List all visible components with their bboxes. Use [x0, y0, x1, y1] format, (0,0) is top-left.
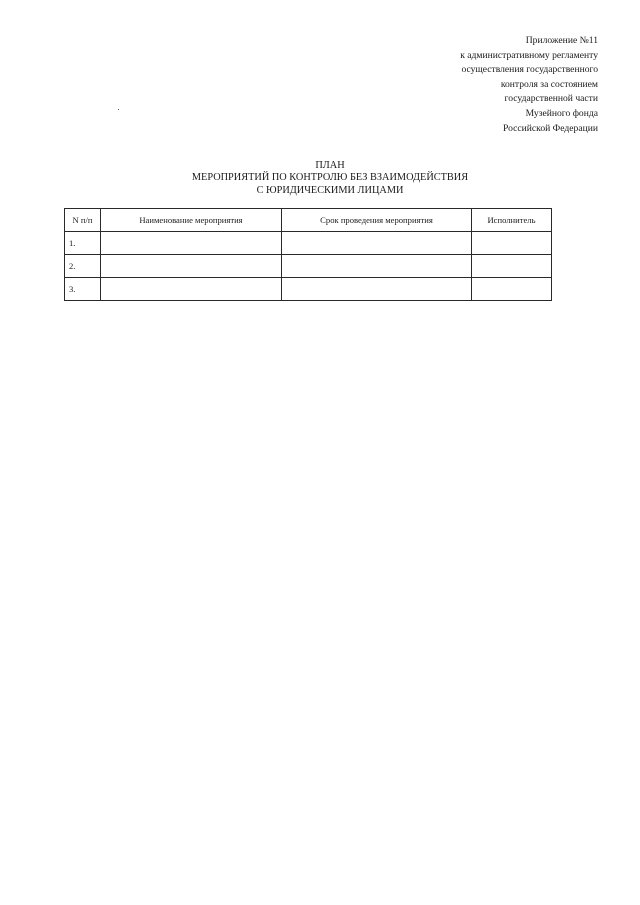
title-line-plan: ПЛАН [315, 160, 345, 171]
header-executor: Исполнитель [472, 209, 552, 232]
table-row [65, 278, 552, 301]
cell-executor [472, 255, 552, 278]
appendix-line: государственной части [504, 93, 598, 105]
cell-deadline [282, 278, 472, 301]
appendix-line: контроля за состоянием [500, 78, 598, 90]
cell-deadline [282, 255, 472, 278]
cell-activity-name [101, 232, 282, 255]
title-line-entities: С ЮРИДИЧЕСКИМИ ЛИЦАМИ [256, 184, 404, 196]
title-line-subject: МЕРОПРИЯТИЙ ПО КОНТРОЛЮ БЕЗ ВЗАИМОДЕЙСТВИЯ [191, 172, 469, 184]
header-activity-name: Наименование мероприятия [101, 209, 282, 232]
cell-deadline [282, 232, 472, 255]
document-title [150, 160, 510, 197]
appendix-line: Музейного фонда [525, 107, 598, 119]
scan-speck [118, 109, 119, 110]
table-row [65, 232, 552, 255]
plan-table [64, 208, 552, 301]
header-deadline: Срок проведения мероприятия [282, 209, 472, 232]
cell-executor [472, 232, 552, 255]
appendix-line: осуществления государственного [461, 64, 598, 76]
cell-number: 2. [65, 255, 101, 278]
appendix-line: к административному регламенту [460, 49, 598, 61]
appendix-note [338, 34, 598, 136]
cell-activity-name [101, 255, 282, 278]
header-number: N п/п [65, 209, 101, 232]
cell-number: 1. [65, 232, 101, 255]
cell-activity-name [101, 278, 282, 301]
cell-executor [472, 278, 552, 301]
cell-number: 3. [65, 278, 101, 301]
appendix-line: Российской Федерации [503, 122, 598, 134]
table-header-row [65, 209, 552, 232]
appendix-line: Приложение №11 [525, 35, 598, 46]
table-row [65, 255, 552, 278]
